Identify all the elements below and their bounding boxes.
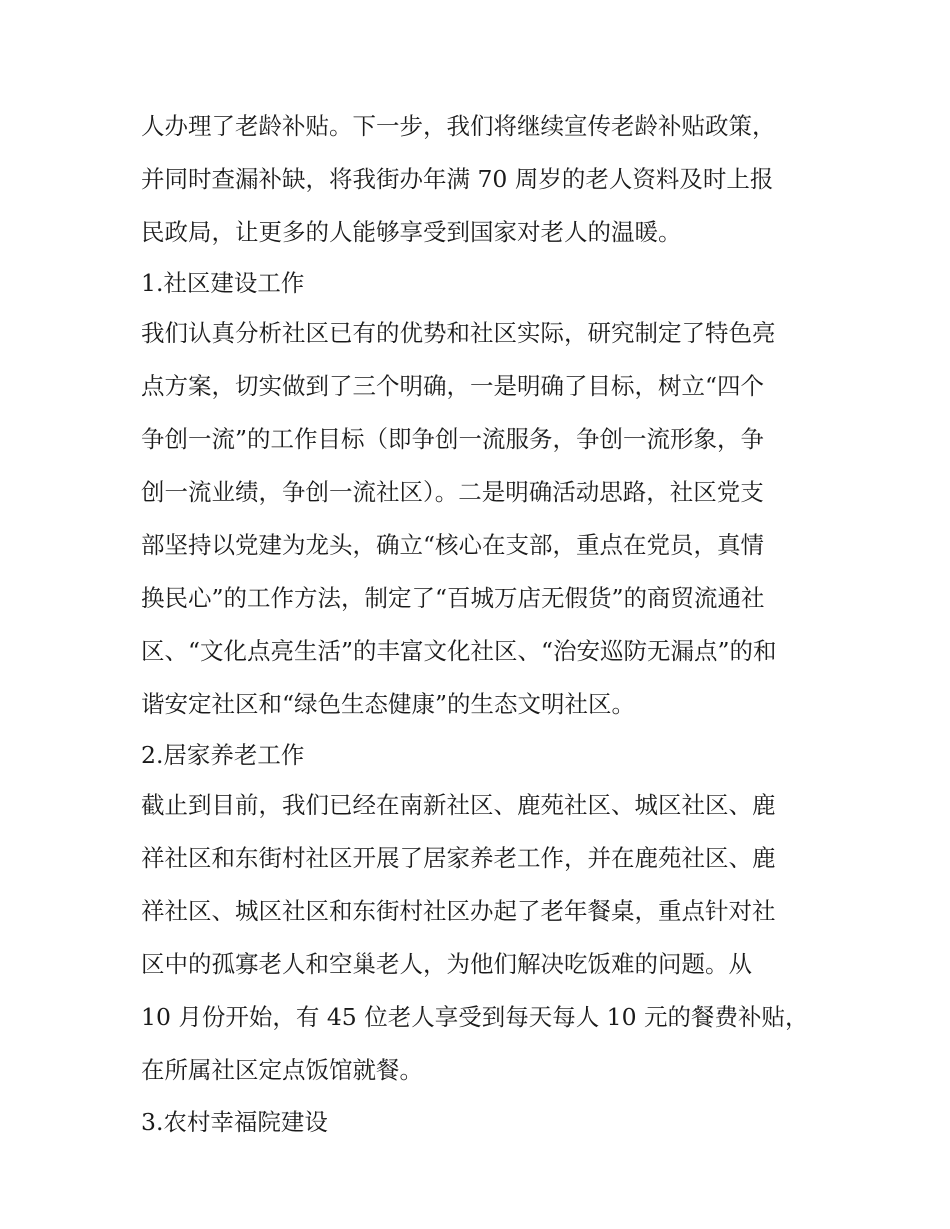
section-heading: 3.农村幸福院建设 (141, 1108, 328, 1136)
paragraph-line: 人办理了老龄补贴。下一步，我们将继续宣传老龄补贴政策， (141, 112, 776, 140)
paragraph-line: 截止到目前，我们已经在南新社区、鹿苑社区、城区社区、鹿 (141, 791, 776, 819)
section-heading: 2.居家养老工作 (141, 741, 305, 769)
paragraph-line: 祥社区、城区社区和东街村社区办起了老年餐桌，重点针对社 (141, 897, 776, 925)
paragraph-line: 民政局，让更多的人能够享受到国家对老人的温暖。 (141, 218, 682, 246)
section-heading: 1.社区建设工作 (141, 269, 305, 297)
paragraph-line: 区中的孤寡老人和空巢老人，为他们解决吃饭难的问题。从 (141, 950, 752, 978)
paragraph-line: 换民心”的工作方法，制定了“百城万店无假货”的商贸流通社 (141, 584, 765, 612)
paragraph-line: 争创一流”的工作目标（即争创一流服务，争创一流形象，争 (141, 425, 765, 453)
paragraph-line: 我们认真分析社区已有的优势和社区实际，研究制定了特色亮 (141, 319, 776, 347)
paragraph-line: 区、“文化点亮生活”的丰富文化社区、“治安巡防无漏点”的和 (141, 637, 777, 665)
paragraph-line: 10 月份开始，有 45 位老人享受到每天每人 10 元的餐费补贴， (141, 1003, 809, 1031)
paragraph-line: 在所属社区定点饭馆就餐。 (141, 1056, 423, 1084)
paragraph-line: 祥社区和东街村社区开展了居家养老工作，并在鹿苑社区、鹿 (141, 844, 776, 872)
paragraph-line: 创一流业绩，争创一流社区）。二是明确活动思路，社区党支 (141, 478, 764, 506)
paragraph-line: 谐安定社区和“绿色生态健康”的生态文明社区。 (141, 690, 636, 718)
paragraph-line: 点方案，切实做到了三个明确，一是明确了目标，树立“四个 (141, 372, 765, 400)
paragraph-line: 部坚持以党建为龙头，确立“核心在支部，重点在党员，真情 (141, 531, 765, 559)
paragraph-line: 并同时查漏补缺，将我街办年满 70 周岁的老人资料及时上报 (141, 165, 774, 193)
